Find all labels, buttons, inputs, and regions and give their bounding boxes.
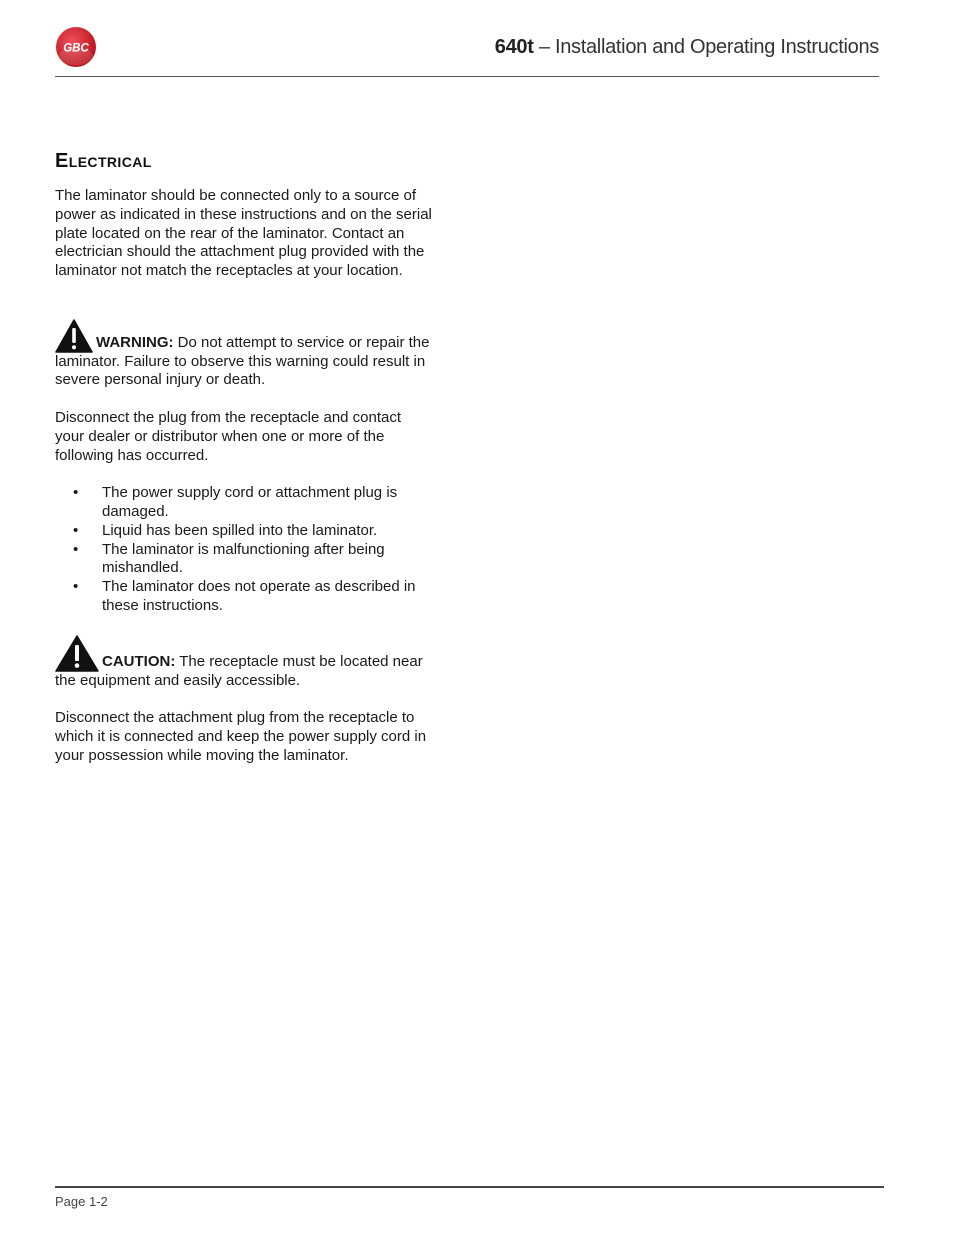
caution-label: CAUTION: <box>102 652 176 670</box>
warning-icon <box>55 319 93 353</box>
footer-rule <box>55 1186 884 1188</box>
warning-label: WARNING: <box>96 333 174 351</box>
title-rest: – Installation and Operating Instructions <box>533 36 879 58</box>
list-item: • The laminator is malfunctioning after being mishandled. <box>55 541 433 579</box>
warning-text: Do not attempt to service or repair the laminator. Failure to observe this warning could result in severe personal injury or death. <box>55 333 430 389</box>
section-heading: Electrical <box>55 150 152 172</box>
main-content <box>55 150 433 766</box>
caution-icon <box>55 635 99 672</box>
closing-paragraph: Disconnect the attachment plug from the receptacle to which it is connected and keep the power supply cord in your possession while moving the laminator. <box>55 709 427 764</box>
intro-paragraph: The laminator should be connected only to a source of power as indicated in these instructions and on the serial plate located on the rear of the laminator. Contact an electrician should the attachment plug provided with the laminator not match the receptacles at your location. <box>55 187 432 280</box>
caution-paragraph <box>55 635 433 691</box>
list-item: • The power supply cord or attachment plug is damaged. <box>55 484 433 522</box>
svg-text:GBC: GBC <box>63 42 89 55</box>
gbc-logo <box>55 26 97 68</box>
list-item: • The laminator does not operate as described in these instructions. <box>55 578 433 616</box>
list-item: • Liquid has been spilled into the laminator. <box>55 522 433 541</box>
disconnect-paragraph: Disconnect the plug from the receptacle and contact your dealer or distributor when one or more of the following has occurred. <box>55 408 402 464</box>
model-name: 640t <box>494 36 534 58</box>
condition-list <box>55 484 433 616</box>
warning-paragraph <box>55 319 433 391</box>
page-number: Page 1-2 <box>55 1194 108 1209</box>
document-title <box>495 36 879 59</box>
caution-text: The receptacle must be located near the equipment and easily accessible. <box>55 652 423 689</box>
header-rule <box>55 76 879 77</box>
